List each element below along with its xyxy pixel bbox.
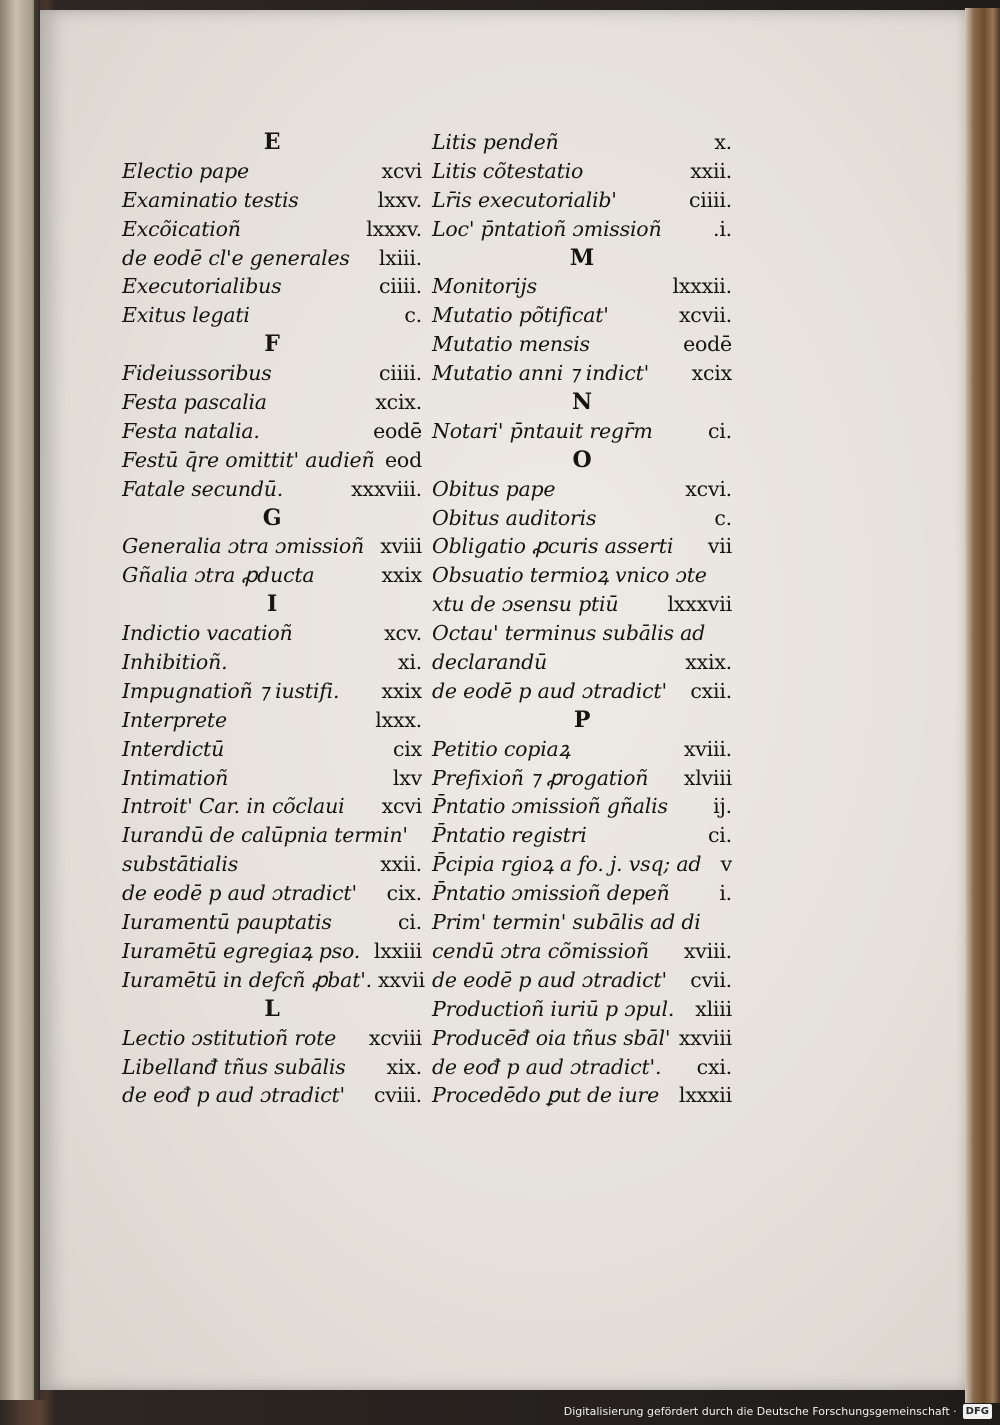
index-entry	[122, 359, 422, 388]
index-entry-folio: vii	[707, 534, 732, 559]
index-entry-title: Mutatio põtificat'	[432, 303, 609, 328]
index-letter-heading: P	[573, 706, 591, 733]
index-entry-title: Festū q̄re omittit' audieñ	[122, 447, 375, 472]
index-entry-folio: xviii.	[683, 736, 732, 761]
index-entry-folio: xcv.	[384, 621, 422, 646]
index-entry	[432, 1024, 732, 1053]
index-entry-folio: lxxxii.	[672, 274, 732, 299]
index-entry-title: Monitorijs	[432, 274, 537, 299]
index-entry-folio: ci.	[398, 910, 422, 935]
index-entry-title: Obligatio ꝓcuris asserti	[432, 534, 674, 559]
index-entry	[122, 157, 422, 186]
index-entry	[122, 619, 422, 648]
index-entry	[432, 330, 732, 359]
index-entry-folio: eod	[385, 447, 422, 472]
index-entry-title: Intimatioñ	[122, 765, 229, 790]
index-letter-heading: E	[263, 129, 281, 155]
index-entry-folio: v	[720, 852, 732, 877]
index-entry-title: P̄cipia rgioꝝ a fo. j. vsq; ad	[432, 852, 702, 877]
index-entry-folio: c.	[714, 505, 732, 530]
index-entry	[432, 301, 732, 330]
index-entry	[432, 619, 732, 648]
index-entry-title: Gñalia ɔtra ꝓducta	[122, 563, 315, 588]
index-entry-title: xtu de ɔsensu ptiū	[432, 592, 619, 617]
index-entry-folio: i.	[719, 881, 732, 906]
index-entry	[122, 272, 422, 301]
index-entry	[432, 677, 732, 706]
index-entry-title: Notari' p̄ntauit regr̄m	[432, 418, 653, 443]
index-entry-title: Prefixioñ ⁊ ꝓrogatioñ	[432, 765, 649, 790]
index-entry	[432, 966, 732, 995]
index-entry-folio: xxii.	[690, 158, 732, 183]
index-entry-folio: lxxxv.	[366, 216, 422, 241]
index-entry	[122, 879, 422, 908]
index-entry-folio: xxxviii.	[351, 476, 422, 501]
index-entry-folio: eodē	[373, 418, 422, 443]
index-entry	[122, 186, 422, 215]
index-entry-title: Fatale secundū.	[122, 476, 284, 501]
index-entry-folio: ci.	[708, 823, 732, 848]
index-entry-folio: xliii	[695, 996, 732, 1021]
index-entry-title: P̄ntatio ɔmissioñ gñalis	[432, 794, 668, 819]
index-entry-folio: xcviii	[368, 1025, 422, 1050]
index-entry-folio: xlviii	[683, 765, 732, 790]
index-entry-folio: cxii.	[690, 678, 732, 703]
index-entry	[432, 648, 732, 677]
index-entry-title: Iurandū de calūpnia termin'	[122, 823, 408, 848]
index-entry	[122, 764, 422, 793]
index-entry	[122, 908, 422, 937]
index-entry	[432, 532, 732, 561]
index-letter-heading: L	[264, 995, 280, 1022]
index-entry-title: Electio pape	[122, 158, 249, 183]
index-entry	[122, 648, 422, 677]
index-entry-folio: xcix.	[375, 390, 422, 415]
index-entry-folio: xix.	[386, 1054, 422, 1079]
index-entry	[432, 475, 732, 504]
index-entry-title: Introit' Car. in cõclaui	[122, 794, 345, 819]
index-entry-folio: eodē	[683, 332, 732, 357]
index-right-column	[432, 128, 732, 1110]
index-entry	[432, 128, 732, 157]
index-entry	[122, 706, 422, 735]
index-entry	[432, 908, 732, 937]
index-entry-title: Producēđ oia tñus sbāl'	[432, 1025, 671, 1050]
index-entry-title: Exitus legati	[122, 303, 250, 328]
index-entry	[122, 735, 422, 764]
index-entry-folio: xcvii.	[678, 303, 732, 328]
index-entry-title: cendū ɔtra cõmissioñ	[432, 938, 649, 963]
index-entry-folio: xcvi.	[685, 476, 732, 501]
index-entry	[122, 561, 422, 590]
index-entry	[432, 504, 732, 533]
index-entry-folio: lxxiii	[373, 938, 422, 963]
index-entry-title: Iuramentū pauptatis	[122, 910, 332, 935]
index-entry-title: Procedēdo ꝑut de iure	[432, 1083, 660, 1108]
index-entry-folio: lxiii.	[378, 245, 422, 270]
index-entry-title: Iuramētū in defcñ ꝓbat'.	[122, 967, 372, 992]
index-entry	[432, 879, 732, 908]
footer-credit: Digitalisierung gefördert durch die Deutsche Forschungsgemeinschaft ·	[563, 1404, 957, 1418]
index-entry-title: Productioñ iuriū p ɔpul.	[432, 996, 675, 1021]
index-entry	[122, 1053, 422, 1082]
digitization-footer	[564, 1403, 992, 1419]
index-letter-heading: G	[262, 504, 282, 531]
index-entry-title: Fideiussoribus	[122, 361, 272, 386]
index-entry-folio: ciiii.	[378, 361, 422, 386]
index-letter-heading: I	[266, 591, 278, 618]
index-entry-folio: xviii	[380, 534, 422, 559]
index-entry-title: Litis pendeñ	[432, 130, 559, 154]
index-entry-title: Interdictū	[122, 736, 225, 761]
index-entry-title: de eodē p aud ɔtradict'	[432, 967, 667, 992]
index-entry-folio: xviii.	[683, 938, 732, 963]
index-entry-folio: lxxx.	[375, 707, 422, 732]
index-entry-title: Festa pascalia	[122, 390, 267, 415]
index-entry-title: Mutatio mensis	[432, 332, 590, 357]
index-entry-title: de eodē cl'e generales	[122, 245, 350, 270]
index-entry-folio: xcvi	[381, 158, 422, 183]
index-entry	[122, 417, 422, 446]
index-entry	[122, 1081, 422, 1110]
index-entry-title: Prim' termin' subālis ad di	[432, 910, 701, 935]
index-entry-title: de eođ p aud ɔtradict'	[122, 1083, 345, 1108]
index-entry-folio: lxxv.	[377, 187, 422, 212]
index-entry-folio: lxxxii	[678, 1083, 732, 1108]
index-entry	[432, 561, 732, 590]
index-entry-folio: lxxxvii	[667, 592, 732, 617]
index-entry-folio: ij.	[713, 794, 732, 819]
index-entry-folio: cix.	[386, 881, 422, 906]
index-entry	[432, 272, 732, 301]
index-entry-folio: lxv	[392, 765, 422, 790]
index-entry-folio: xxix	[381, 563, 422, 588]
index-entry	[432, 792, 732, 821]
index-entry	[122, 850, 422, 879]
index-letter-heading: N	[572, 389, 592, 416]
index-entry	[432, 1081, 732, 1110]
index-entry-title: P̄ntatio ɔmissioñ depeñ	[432, 881, 670, 906]
index-entry-folio: .i.	[713, 216, 732, 241]
index-entry	[432, 821, 732, 850]
index-entry-folio: xxix.	[685, 650, 732, 675]
index-entry	[122, 966, 425, 995]
index-entry-title: Interprete	[122, 707, 227, 732]
index-entry	[432, 417, 732, 446]
index-entry-title: Obitus pape	[432, 476, 556, 501]
index-entry	[432, 1053, 732, 1082]
index-entry	[432, 590, 732, 619]
index-entry-title: Libellanđ tñus subālis	[122, 1054, 346, 1079]
index-entry-title: Excõicatioñ	[122, 216, 241, 241]
index-entry-title: de eodē p aud ɔtradict'	[122, 881, 357, 906]
index-entry-title: Impugnatioñ ⁊ iustifi.	[122, 678, 340, 703]
index-letter-heading: O	[572, 446, 592, 473]
index-entry	[432, 764, 732, 793]
index-letter-heading: M	[569, 244, 595, 271]
index-entry-title: Inhibitioñ.	[122, 650, 228, 675]
index-entry-title: de eodē p aud ɔtradict'	[432, 678, 667, 703]
index-entry-title: Lr̄is executorialib'	[432, 187, 617, 212]
index-entry-title: Octau' terminus subālis ad	[432, 621, 706, 646]
index-entry-title: Generalia ɔtra ɔmissioñ	[122, 534, 364, 559]
index-entry-title: declarandū	[432, 650, 548, 675]
index-entry-folio: x.	[714, 130, 732, 154]
index-entry-title: Lectio ɔstitutioñ rote	[122, 1025, 337, 1050]
index-entry	[122, 937, 422, 966]
index-entry-folio: xi.	[397, 650, 422, 675]
index-entry	[432, 215, 732, 244]
index-entry	[122, 677, 422, 706]
index-entry	[122, 244, 422, 273]
index-entry-title: Festa natalia.	[122, 418, 260, 443]
index-entry-title: Obitus auditoris	[432, 505, 597, 530]
index-entry-folio: ci.	[708, 418, 732, 443]
index-entry	[122, 388, 422, 417]
index-entry-title: Litis cõtestatio	[432, 158, 584, 183]
index-entry-folio: cxi.	[696, 1054, 732, 1079]
index-entry-folio: xcix	[691, 361, 732, 386]
index-entry-title: Indictio vacatioñ	[122, 621, 293, 646]
index-entry-folio: cix	[393, 736, 422, 761]
index-entry	[122, 215, 422, 244]
index-entry-title: Executorialibus	[122, 274, 282, 299]
index-entry	[122, 792, 422, 821]
index-entry-folio: cviii.	[373, 1083, 422, 1108]
index-entry-folio: xxii.	[380, 852, 422, 877]
index-entry-title: Mutatio anni ⁊ indict'	[432, 361, 650, 386]
index-entry-title: Loc' p̄ntatioñ ɔmissioñ	[432, 216, 662, 241]
index-entry-folio: c.	[404, 303, 422, 328]
index-entry-folio: xxvii	[377, 967, 425, 992]
index-entry-folio: xxix	[381, 678, 422, 703]
index-entry	[432, 186, 732, 215]
index-entry-title: substātialis	[122, 852, 239, 877]
index-entry-folio: ciiii.	[378, 274, 422, 299]
index-entry-folio: cvii.	[690, 967, 732, 992]
index-entry-title: P̄ntatio registri	[432, 823, 587, 848]
index-entry	[122, 301, 422, 330]
index-entry-title: Petitio copiaꝝ	[432, 736, 571, 761]
index-entry	[122, 475, 422, 504]
index-entry-folio: xxviii	[678, 1025, 732, 1050]
index-entry	[122, 446, 422, 475]
index-entry	[432, 735, 732, 764]
index-entry-folio: ciiii.	[688, 187, 732, 212]
index-entry	[432, 850, 732, 879]
index-entry-folio: xcvi	[381, 794, 422, 819]
index-entry	[432, 995, 732, 1024]
index-entry	[122, 821, 422, 850]
index-entry-title: de eođ p aud ɔtradict'.	[432, 1054, 662, 1079]
index-letter-heading: F	[264, 331, 280, 358]
page-edge-binding	[965, 8, 1000, 1403]
index-entry	[432, 937, 732, 966]
index-left-column	[122, 128, 425, 1110]
dfg-logo: DFG	[963, 1404, 992, 1419]
index-entry	[122, 1024, 422, 1053]
index-entry	[432, 157, 732, 186]
index-entry-title: Iuramētū egregiaꝝ pso.	[122, 938, 361, 963]
index-entry-title: Obsuatio termioꝝ vnico ɔte	[432, 563, 707, 588]
index-entry	[122, 532, 422, 561]
index-entry-title: Examinatio testis	[122, 187, 299, 212]
index-entry	[432, 359, 732, 388]
